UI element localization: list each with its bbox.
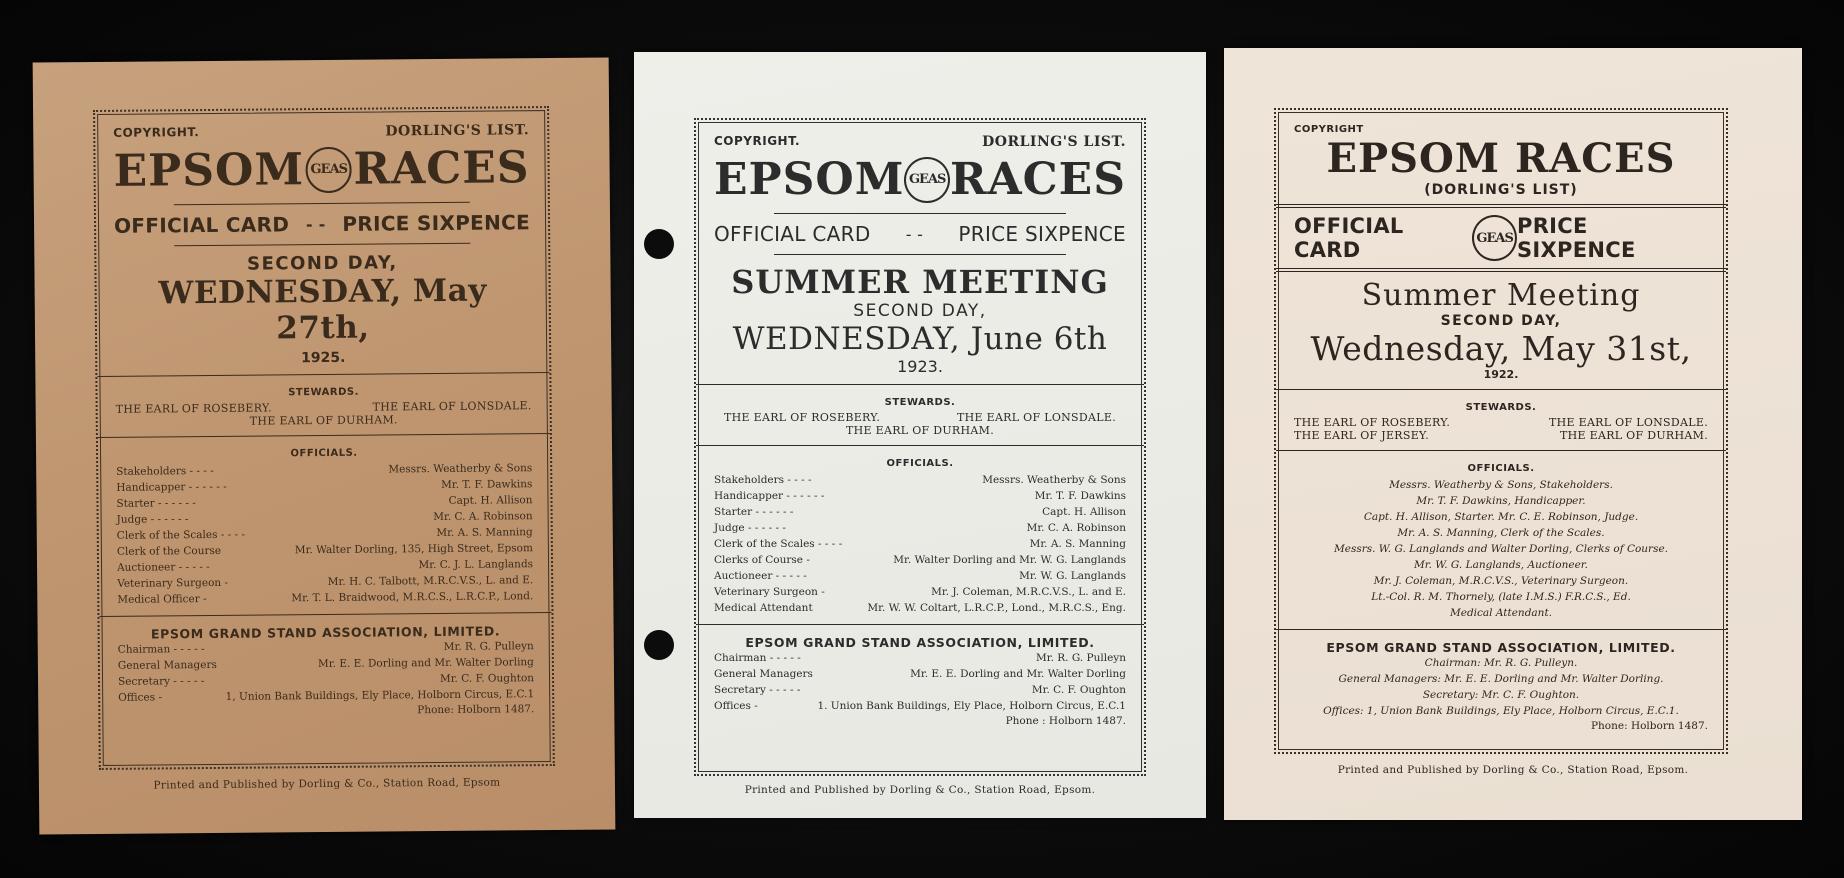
stewards-list: [714, 411, 1126, 437]
copyright-label: COPYRIGHT.: [714, 134, 801, 148]
association-list: Chairman - - - - - Mr. R. G. Pulleyn General Managers Mr. E. E. Dorling and Mr. Walter Dorling Secretary - - - - - Mr. C. F. Oughton Offices - 1. Union Bank Buildings, Ely Place, Holborn Circus, E.C.1: [714, 652, 1126, 712]
title-epsom: EPSOM: [714, 154, 905, 205]
steward: THE EARL OF DURHAM.: [249, 413, 398, 428]
association-title: EPSOM GRAND STAND ASSOCIATION, LIMITED.: [1326, 640, 1676, 655]
stewards-list: [116, 399, 532, 429]
price-label: PRICE SIXPENCE: [342, 210, 531, 236]
officials-heading: OFFICIALS.: [290, 447, 358, 460]
race-year: 1923.: [897, 357, 943, 376]
race-year: 1922.: [1483, 368, 1519, 381]
steward: THE EARL OF ROSEBERY.: [1294, 416, 1451, 429]
official-card-label: OFFICIAL CARD: [714, 222, 871, 246]
title-epsom: EPSOM: [113, 144, 305, 197]
meeting-title: Summer Meeting: [1361, 278, 1641, 313]
race-card-1923: [634, 52, 1206, 818]
title-races: RACES: [353, 142, 530, 195]
phone-number: Phone : Holborn 1487.: [1005, 715, 1126, 727]
dorlings-list-label: DORLING'S LIST.: [385, 122, 530, 140]
printer-footer: Printed and Published by Dorling & Co., Station Road, Epsom.: [744, 784, 1096, 796]
second-day-label: SECOND DAY,: [1440, 313, 1562, 329]
officials-heading: OFFICIALS.: [1467, 463, 1535, 474]
association-title: EPSOM GRAND STAND ASSOCIATION, LIMITED.: [150, 623, 501, 642]
card-border: COPYRIGHT. DORLING'S LIST. EPSOM GEAS RACES OFFICIAL CARD - - PRICE SIXPENCE SUMMER MEETING SECOND DAY, WEDNESDAY, June 6th 1923. STEWARDS. THE EARL OF ROSEBERY. THE EARL OF LONSDALE. THE EARL OF DURHAM. OFFICIALS. Stakeholders - - - - Messrs. Weatherby & Sons Handicapper - - - - - - Mr. T. F. Dawkins Starter - - - - - - Capt. H. Allison Judge - - - - - - Mr. C. A. Robinson Clerk of the Scales - - - - Mr. A. S. Manning Clerks of Course - Mr. Walter Dorling and Mr. W. G. Langlands Auctioneer - - - - - Mr. W. G. Langlands Veterinary Surgeon - Mr. J. Coleman, M.R.C.V.S., L. and E. Medical Attendant Mr. W. W. Coltart, L.R.C.P., Lond., M.R.C.S., Eng. EPSOM GRAND STAND ASSOCIATION, LIMITED. Chairman - - - - - Mr. R. G. Pulleyn General Managers Mr. E. E. Dorling and Mr. Walter Dorling Secretary - - - - - Mr. C. F. Oughton Offices - 1. Union Bank Buildings, Ely Place, Holborn Circus, E.C.1 Phone : Holborn 1487.: [694, 118, 1146, 776]
stewards-heading: STEWARDS.: [288, 386, 359, 399]
second-day-label: SECOND DAY,: [247, 252, 398, 275]
steward: THE EARL OF ROSEBERY.: [115, 401, 272, 416]
steward: THE EARL OF LONSDALE.: [372, 399, 532, 414]
steward: THE EARL OF LONSDALE.: [1548, 416, 1708, 429]
geas-monogram-icon: GEAS: [306, 146, 352, 192]
officials-heading: OFFICIALS.: [886, 458, 954, 469]
race-date: WEDNESDAY, June 6th: [732, 321, 1108, 357]
printer-footer: Printed and Published by Dorling & Co., Station Road, Epsom: [153, 776, 501, 792]
card-border: COPYRIGHT. DORLING'S LIST. EPSOM GEAS RACES OFFICIAL CARD - - PRICE SIXPENCE SECOND DAY, WEDNESDAY, May 27th, 1925. STEWARDS. THE EARL OF ROSEBERY. THE EARL OF LONSDALE. THE EARL OF DURHAM. OFFICIALS. Stakeholders - - - - Messrs. Weatherby & Sons Handicapper - - - - - - Mr. T. F. Dawkins Starter - - - - - - Capt. H. Allison Judge - - - - - - Mr. C. A. Robinson Clerk of the Scales - - - - Mr. A. S. Manning Clerk of the Course Mr. Walter Dorling, 135, High Street, Epsom Auctioneer - - - - - Mr. C. J. L. Langlands Veterinary Surgeon - Mr. H. C. Talbott, M.R.C.V.S., L. and E. Medical Officer - Mr. T. L. Braidwood, M.R.C.S., L.R.C.P., Lond. EPSOM GRAND STAND ASSOCIATION, LIMITED. Chairman - - - - - Mr. R. G. Pulleyn General Managers Mr. E. E. Dorling and Mr. Walter Dorling Secretary - - - - - Mr. C. F. Oughton Offices - 1, Union Bank Buildings, Ely Place, Holborn Circus, E.C.1 Phone: Holborn 1487.: [93, 106, 555, 770]
stewards-heading: STEWARDS.: [1465, 402, 1537, 413]
punch-hole: [644, 229, 674, 259]
copyright-label: COPYRIGHT: [1294, 124, 1364, 135]
steward: THE EARL OF JERSEY.: [1294, 429, 1429, 442]
race-card-1922: [1224, 48, 1802, 820]
second-day-label: SECOND DAY,: [853, 301, 987, 321]
printer-footer: Printed and Published by Dorling & Co., Station Road, Epsom.: [1337, 764, 1689, 776]
title-epsom-races: EPSOM RACES: [1326, 135, 1676, 182]
association-list: Chairman: Mr. R. G. Pulleyn. General Managers: Mr. E. E. Dorling and Mr. Walter Dorling. Secretary: Mr. C. F. Oughton. Offices: 1, Union Bank Buildings, Ely Place, Holborn Circus, E.C.1.: [1323, 657, 1679, 717]
officials-list: Stakeholders - - - - Messrs. Weatherby & Sons Handicapper - - - - - - Mr. T. F. Dawkins Starter - - - - - - Capt. H. Allison Judge - - - - - - Mr. C. A. Robinson Clerk of the Scales - - - - Mr. A. S. Manning Clerks of Course - Mr. Walter Dorling and Mr. W. G. Langlands Auctioneer - - - - - Mr. W. G. Langlands Veterinary Surgeon - Mr. J. Coleman, M.R.C.V.S., L. and E. Medical Attendant Mr. W. W. Coltart, L.R.C.P., Lond., M.R.C.S., Eng.: [714, 474, 1126, 614]
race-date: Wednesday, May 31st,: [1310, 329, 1692, 368]
geas-monogram-icon: GEAS: [904, 157, 950, 203]
steward: THE EARL OF DURHAM.: [1559, 429, 1708, 442]
phone-number: Phone: Holborn 1487.: [1590, 720, 1708, 732]
title-races: RACES: [949, 154, 1126, 205]
steward: THE EARL OF LONSDALE.: [956, 411, 1116, 424]
price-label: PRICE SIXPENCE: [958, 222, 1126, 246]
punch-hole: [644, 630, 674, 660]
meeting-title: SUMMER MEETING: [731, 263, 1109, 301]
official-card-label: OFFICIAL CARD: [113, 212, 290, 238]
geas-monogram-icon: GEAS: [1472, 215, 1517, 261]
association-list: Chairman - - - - - Mr. R. G. Pulleyn General Managers Mr. E. E. Dorling and Mr. Walter Dorling Secretary - - - - - Mr. C. F. Oughton Offices - 1, Union Bank Buildings, Ely Place, Holborn Circus, E.C.1: [117, 640, 535, 704]
phone-number: Phone: Holborn 1487.: [417, 703, 535, 717]
officials-list: Messrs. Weatherby & Sons, Stakeholders. Mr. T. F. Dawkins, Handicapper. Capt. H. Allison, Starter. Mr. C. E. Robinson, Judge. Mr. A. S. Manning, Clerk of the Scales. Messrs. W. G. Langlands and Walter Dorling, Clerks of Course. Mr. W. G. Langlands, Auctioneer. Mr. J. Coleman, M.R.C.V.S., Veterinary Surgeon. Lt.-Col. R. M. Thornely, (late I.M.S.) F.R.C.S., Ed. Medical Attendant.: [1333, 479, 1669, 619]
dorlings-list-label: DORLING'S LIST.: [982, 134, 1126, 150]
steward: THE EARL OF DURHAM.: [845, 424, 995, 437]
price-label: PRICE SIXPENCE: [1517, 214, 1636, 262]
stewards-heading: STEWARDS.: [884, 397, 956, 408]
steward: THE EARL OF ROSEBERY.: [724, 411, 881, 424]
officials-list: Stakeholders - - - - Messrs. Weatherby & Sons Handicapper - - - - - - Mr. T. F. Dawkins Starter - - - - - - Capt. H. Allison Judge - - - - - - Mr. C. A. Robinson Clerk of the Scales - - - - Mr. A. S. Manning Clerk of the Course Mr. Walter Dorling, 135, High Street, Epsom Auctioneer - - - - - Mr. C. J. L. Langlands Veterinary Surgeon - Mr. H. C. Talbott, M.R.C.V.S., L. and E. Medical Officer - Mr. T. L. Braidwood, M.R.C.S., L.R.C.P., Lond.: [116, 462, 534, 606]
copyright-label: COPYRIGHT.: [113, 125, 200, 140]
stewards-list: [1294, 416, 1708, 442]
association-title: EPSOM GRAND STAND ASSOCIATION, LIMITED.: [745, 635, 1095, 650]
race-date: WEDNESDAY, May 27th,: [158, 272, 487, 347]
dorlings-list-subtitle: (DORLING'S LIST): [1424, 182, 1578, 198]
official-card-label: OFFICIAL CARD: [1294, 214, 1404, 262]
race-year: 1925.: [301, 349, 346, 367]
race-card-1925: [33, 58, 616, 835]
card-border: [1274, 108, 1728, 754]
